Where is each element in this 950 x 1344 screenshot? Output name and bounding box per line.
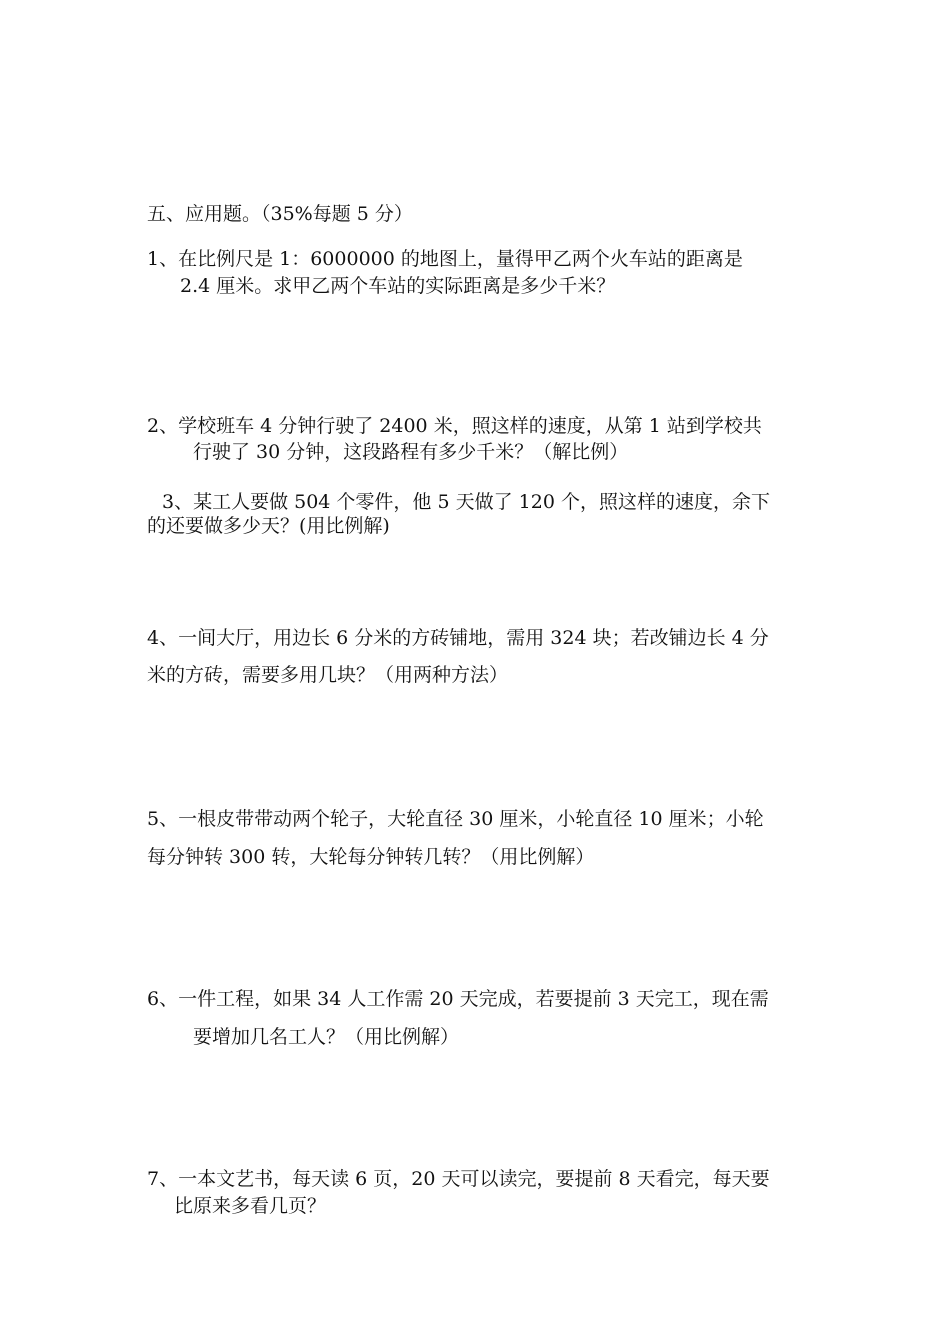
question-1-line-2: 2.4 厘米。求甲乙两个车站的实际距离是多少千米？ [180,275,616,297]
question-2-line-1: 2、学校班车 4 分钟行驶了 2400 米，照这样的速度，从第 1 站到学校共 [147,415,762,437]
question-4-line-2: 米的方砖，需要多用几块？（用两种方法） [147,664,509,686]
question-6-line-1: 6、一件工程，如果 34 人工作需 20 天完成，若要提前 3 天完工，现在需 [147,988,769,1010]
question-6-line-2: 要增加几名工人？（用比例解） [193,1026,460,1048]
question-4-line-1: 4、一间大厅，用边长 6 分米的方砖铺地，需用 324 块；若改铺边长 4 分 [147,627,769,649]
section-title: 五、应用题。（35%每题 5 分） [147,203,413,225]
question-1-line-1: 1、在比例尺是 1：6000000 的地图上，量得甲乙两个火车站的距离是 [147,248,743,270]
question-7-line-2: 比原来多看几页？ [174,1195,327,1217]
question-5-line-2: 每分钟转 300 转，大轮每分钟转几转？（用比例解） [147,846,595,868]
question-3-line-1: 3、某工人要做 504 个零件，他 5 天做了 120 个，照这样的速度，余下 [162,491,770,513]
question-2-line-2: 行驶了 30 分钟，这段路程有多少千米？（解比例） [193,441,629,463]
question-5-line-1: 5、一根皮带带动两个轮子，大轮直径 30 厘米，小轮直径 10 厘米；小轮 [147,808,764,830]
question-7-line-1: 7、一本文艺书，每天读 6 页，20 天可以读完，要提前 8 天看完，每天要 [147,1168,770,1190]
question-3-line-2: 的还要做多少天？(用比例解) [147,515,390,537]
